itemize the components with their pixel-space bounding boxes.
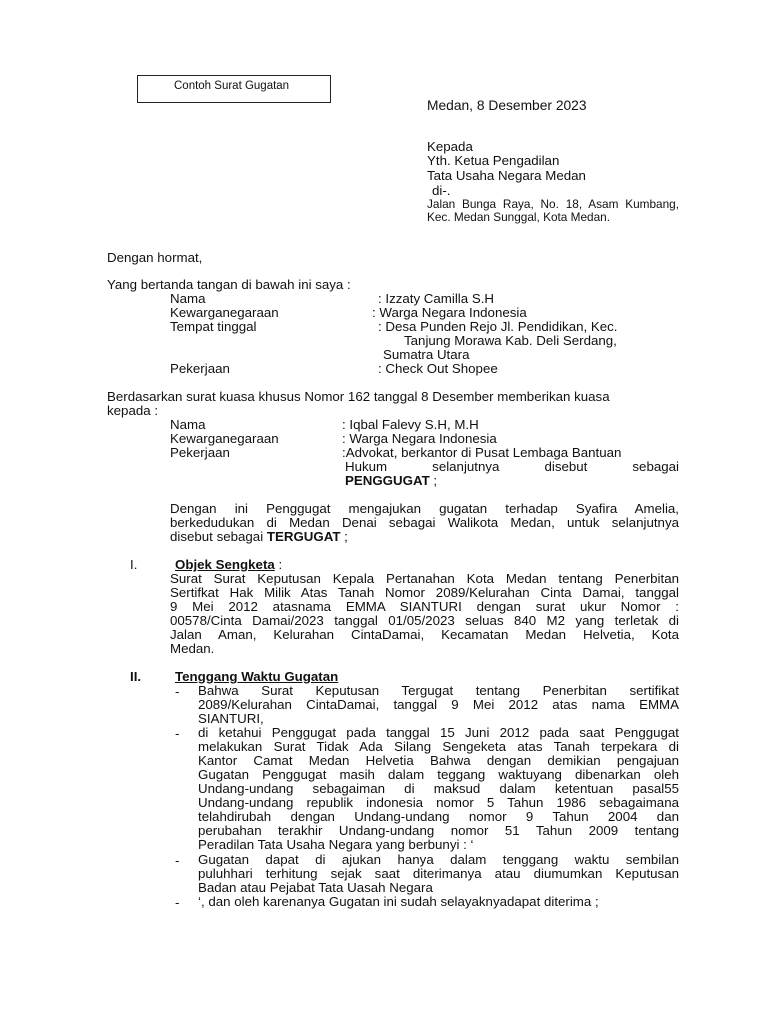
letter-date: Medan, 8 Desember 2023 (427, 98, 587, 113)
attorney-occupation-value-3 (345, 474, 437, 488)
plaintiff-residence-value-1: : Desa Punden Rejo Jl. Pendidikan, Kec. (378, 319, 618, 334)
section-1-line: 9 Mei 2012 atasnama EMMA SIANTURI dengan surat ukur Nomor : (170, 599, 679, 614)
penggugat-suffix: ; (429, 473, 438, 488)
penggugat-term: PENGGUGAT (345, 473, 430, 488)
section-1-line: Sertifkat Hak Milik Atas Tanah Nomor 2089/Kelurahan Cinta Damai, tanggal (170, 585, 679, 600)
bullet-2-line: di ketahui Penggugat pada tanggal 15 Juni 2012 pada saat Penggugat (198, 725, 679, 740)
section-1-line: 00578/Cinta Damai/2023 tanggal 01/05/2023 seluas 840 M2 yang terletak di (170, 613, 679, 628)
bullet-dash: - (175, 684, 180, 699)
title-box: Contoh Surat Gugatan (137, 75, 331, 103)
plaintiff-citizenship-value: : Warga Negara Indonesia (372, 305, 527, 320)
kuasa-line-2: kepada : (107, 403, 159, 418)
bullet-1-line: Bahwa Surat Keputusan Tergugat tentang Penerbitan sertifikat (198, 683, 679, 698)
attorney-name-label: Nama (170, 417, 206, 432)
bullet-1-line: 2089/Kelurahan CintaDamai, tanggal 9 Mei 2012 atas nama EMMA (198, 697, 679, 712)
attorney-occupation-value-2: Hukum selanjutnya disebut sebagai (345, 459, 679, 474)
plaintiff-occupation-value: : Check Out Shopee (378, 361, 498, 376)
gugatan-line-1: Dengan ini Penggugat mengajukan gugatan terhadap Syafira Amelia, (170, 501, 679, 516)
plaintiff-residence-value-2: Tanjung Morawa Kab. Deli Serdang, (404, 333, 617, 348)
gugatan-line-3-pre: disebut sebagai (170, 529, 267, 544)
intro-text: Yang bertanda tangan di bawah ini saya : (107, 277, 351, 292)
bullet-2-line: perubahan terakhir Undang-undang nomor 51 Tahun 2009 tentang (198, 823, 679, 838)
bullet-2-line: telahdirubah dengan Undang-undang nomor 9 Tahun 2004 dan (198, 809, 679, 824)
bullet-dash: - (175, 853, 180, 868)
bullet-1-line: SIANTURI, (198, 711, 264, 726)
plaintiff-occupation-label: Pekerjaan (170, 361, 230, 376)
section-2-heading: Tenggang Waktu Gugatan (175, 669, 339, 684)
greeting: Dengan hormat, (107, 250, 203, 265)
attorney-citizenship-value: : Warga Negara Indonesia (342, 431, 497, 446)
section-1-line: Jalan Aman, Kelurahan CintaDamai, Kecamatan Medan Helvetia, Kota (170, 627, 679, 642)
bullet-3-line: puluhhari terhitung sejak saat diterimanya atau diumumkan Keputusan (198, 866, 679, 881)
section-1-number: I. (130, 557, 138, 572)
bullet-2-line: Undang-undang republik indonesia nomor 5 Tahun 1986 sebagaimana (198, 795, 679, 810)
plaintiff-residence-value-3: Sumatra Utara (383, 347, 470, 362)
section-1-heading-text: Objek Sengketa (175, 557, 275, 572)
bullet-2-line: melakukan Surat Tidak Ada Silang Sengeketa atas Tanah terpekara di (198, 739, 679, 754)
gugatan-line-2: berkedudukan di Medan Denai sebagai Walikota Medan, untuk selanjutnya (170, 515, 679, 530)
attorney-occupation-label: Pekerjaan (170, 445, 230, 460)
bullet-4-line: ‘, dan oleh karenanya Gugatan ini sudah selayaknyadapat diterima ; (198, 894, 599, 909)
bullet-3-line: Gugatan dapat di ajukan hanya dalam tenggang waktu sembilan (198, 852, 679, 867)
bullet-dash: - (175, 895, 180, 910)
tergugat-term: TERGUGAT (266, 529, 341, 544)
section-1-line: Surat Surat Keputusan Kepala Pertanahan Kota Medan tentang Penerbitan (170, 571, 679, 586)
attorney-name-value: : Iqbal Falevy S.H, M.H (342, 417, 479, 432)
recipient-court: Tata Usaha Negara Medan (427, 168, 586, 183)
bullet-dash: - (175, 726, 180, 741)
recipient-address: Jalan Bunga Raya, No. 18, Asam Kumbang, Kec. Medan Sunggal, Kota Medan. (427, 197, 679, 224)
recipient-kepada: Kepada (427, 139, 473, 154)
section-1-heading-suffix: : (274, 557, 283, 572)
attorney-occupation-value-1: :Advokat, berkantor di Pusat Lembaga Bantuan (342, 445, 622, 460)
gugatan-line-3-post: ; (340, 529, 348, 544)
plaintiff-residence-label: Tempat tinggal (170, 319, 257, 334)
section-1-line: Medan. (170, 641, 215, 656)
attorney-citizenship-label: Kewarganegaraan (170, 431, 279, 446)
recipient-di: di-. (432, 183, 451, 198)
gugatan-line-3 (170, 530, 348, 544)
section-1-heading (175, 558, 282, 572)
plaintiff-citizenship-label: Kewarganegaraan (170, 305, 279, 320)
plaintiff-name-label: Nama (170, 291, 206, 306)
kuasa-line-1: Berdasarkan surat kuasa khusus Nomor 162 tanggal 8 Desember memberikan kuasa (107, 389, 610, 404)
bullet-3-line: Badan atau Pejabat Tata Uasah Negara (198, 880, 433, 895)
section-2-number: II. (130, 669, 142, 684)
bullet-2-line: Peradilan Tata Usaha Negara yang berbunyi : ‘ (198, 837, 474, 852)
bullet-2-line: Gugatan Penggugat masih dalam teggang waktuyang dibenarkan oleh (198, 767, 679, 782)
bullet-2-line: Kantor Camat Medan Helvetia Bahwa dengan demikian pengajuan (198, 753, 679, 768)
bullet-2-line: Undang-undang sebagaiman di maksud dalam ketentuan pasal55 (198, 781, 679, 796)
plaintiff-name-value: : Izzaty Camilla S.H (378, 291, 495, 306)
recipient-yth: Yth. Ketua Pengadilan (427, 153, 560, 168)
